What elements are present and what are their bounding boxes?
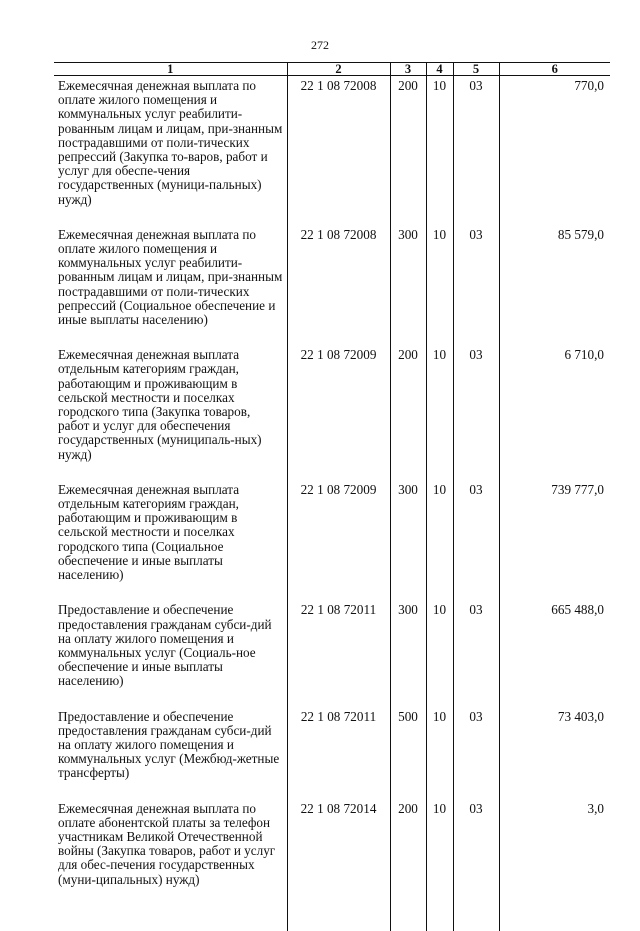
header-col-4: 4 (426, 63, 453, 76)
row-name: Ежемесячная денежная выплата отдельным категориям граждан, работающим и проживающим в сельской местности и поселках городского типа (Социальное обеспечение и иные выплаты населению) (58, 481, 240, 583)
row-subsection: 03 (453, 480, 499, 600)
row-amount: 73 403,0 (499, 707, 610, 799)
row-name: Ежемесячная денежная выплата по оплате жилого помещения и коммунальных услуг реабилити-рованным лицам и лицам, при-знанным пострадавшими от поли-тических репрессий (Закупка то-варов, работ и услуг для обеспе-чения государственных (муници-пальных) нужд) (58, 78, 283, 207)
header-row (54, 63, 610, 76)
budget-table (54, 62, 610, 931)
row-name: Предоставление и обеспечение предоставления гражданам субси-дий на оплату жилого помещения и коммунальных услуг (Социаль-ное обеспечение и иные выплаты населению) (58, 602, 272, 689)
row-amount: 665 488,0 (499, 600, 610, 706)
row-name: Ежемесячная денежная выплата по оплате абонентской платы за телефон участникам Великой Отечественной войны (Закупка товаров, работ и услуг для обес-печения государственных (муни-ципальных) нужд) (58, 800, 276, 887)
row-subsection: 03 (453, 225, 499, 345)
table-row (54, 799, 610, 931)
page-number: 272 (311, 38, 329, 52)
row-section: 10 (426, 225, 453, 345)
row-amount: 6 710,0 (499, 345, 610, 480)
table-row (54, 76, 610, 225)
row-subsection: 03 (453, 707, 499, 799)
row-subsection: 03 (453, 76, 499, 225)
row-code: 22 1 08 72011 (287, 600, 390, 706)
row-code: 22 1 08 72008 (287, 225, 390, 345)
row-expense-type: 200 (390, 799, 426, 931)
row-amount: 770,0 (499, 76, 610, 225)
row-section: 10 (426, 345, 453, 480)
row-section: 10 (426, 76, 453, 225)
row-expense-type: 200 (390, 345, 426, 480)
row-expense-type: 500 (390, 707, 426, 799)
row-code: 22 1 08 72008 (287, 76, 390, 225)
row-subsection: 03 (453, 345, 499, 480)
row-subsection: 03 (453, 799, 499, 931)
table-row (54, 600, 610, 706)
row-section: 10 (426, 707, 453, 799)
row-name: Ежемесячная денежная выплата по оплате жилого помещения и коммунальных услуг реабилити-рованным лицам и лицам, при-знанным пострадавшими от поли-тических репрессий (Социальное обеспечение и иные выплаты населению) (58, 226, 283, 328)
row-section: 10 (426, 799, 453, 931)
table-row (54, 225, 610, 345)
row-name: Ежемесячная денежная выплата отдельным категориям граждан, работающим и проживающим в сельской местности и поселках городского типа (Закупка товаров, работ и услуг для обеспечения государственных (муниципаль-ных) нужд) (58, 347, 262, 462)
header-col-6: 6 (499, 63, 610, 76)
header-col-5: 5 (453, 63, 499, 76)
row-code: 22 1 08 72011 (287, 707, 390, 799)
row-amount: 739 777,0 (499, 480, 610, 600)
row-expense-type: 300 (390, 600, 426, 706)
row-code: 22 1 08 72014 (287, 799, 390, 931)
header-col-1: 1 (54, 63, 287, 76)
row-code: 22 1 08 72009 (287, 480, 390, 600)
row-expense-type: 300 (390, 225, 426, 345)
row-subsection: 03 (453, 600, 499, 706)
row-expense-type: 200 (390, 76, 426, 225)
table-row (54, 345, 610, 480)
table-row (54, 480, 610, 600)
row-expense-type: 300 (390, 480, 426, 600)
row-amount: 85 579,0 (499, 225, 610, 345)
header-col-2: 2 (287, 63, 390, 76)
row-section: 10 (426, 600, 453, 706)
table-row (54, 707, 610, 799)
row-name: Предоставление и обеспечение предоставления гражданам субси-дий на оплату жилого помещения и коммунальных услуг (Межбюд-жетные трансферты) (58, 708, 280, 781)
row-section: 10 (426, 480, 453, 600)
row-code: 22 1 08 72009 (287, 345, 390, 480)
header-col-3: 3 (390, 63, 426, 76)
row-amount: 3,0 (499, 799, 610, 931)
